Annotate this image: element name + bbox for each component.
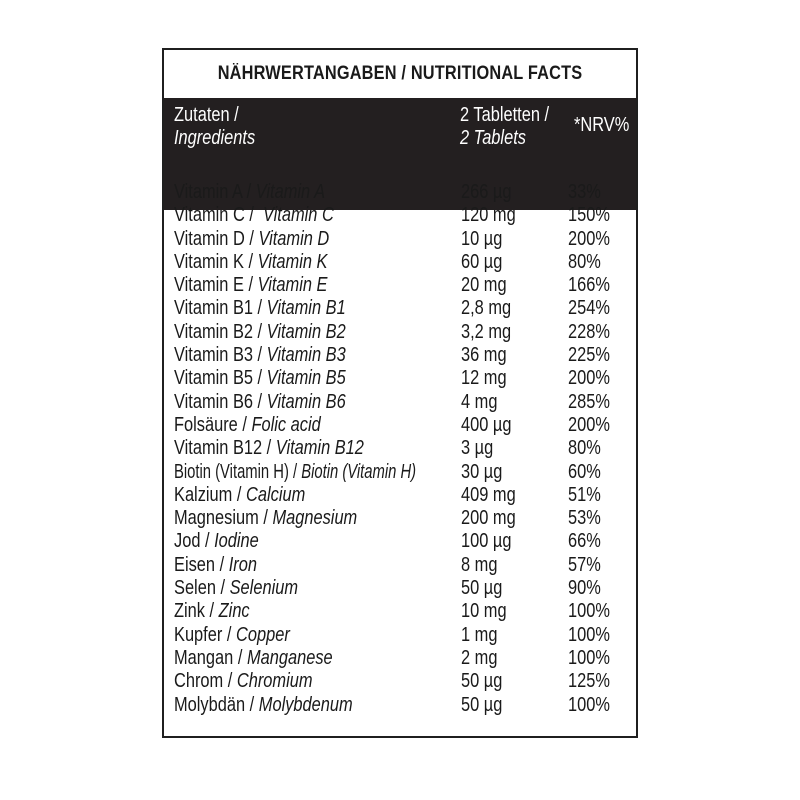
ingredient-name-en: Calcium (246, 483, 306, 506)
ingredient-name (174, 694, 353, 717)
table-row (164, 600, 636, 623)
ingredient-amount: 120 mg (461, 204, 516, 227)
table-row (164, 181, 636, 204)
ingredient-name-en: Vitamin K (257, 250, 328, 273)
ingredient-name (174, 251, 327, 274)
ingredient-name-en: Copper (235, 623, 290, 646)
ingredient-name (174, 321, 346, 344)
ingredient-name (174, 461, 416, 484)
ingredient-name-de: Vitamin E / (174, 274, 258, 297)
ingredient-amount: 3 µg (461, 437, 494, 460)
ingredient-nrv: 53% (568, 507, 601, 530)
ingredient-name-de: Folsäure / (174, 413, 252, 436)
ingredient-name-en: Magnesium (272, 507, 358, 530)
ingredient-name (174, 181, 325, 204)
ingredient-name-en: Vitamin E (257, 274, 328, 297)
table-row (164, 204, 636, 227)
ingredient-amount: 2,8 mg (461, 297, 512, 320)
table-row (164, 577, 636, 600)
ingredient-nrv: 51% (568, 483, 601, 506)
ingredient-name-de: Kupfer / (174, 623, 236, 646)
ingredient-amount: 4 mg (461, 390, 498, 413)
ingredient-name-en: Vitamin B12 (275, 437, 364, 460)
ingredient-name (174, 204, 334, 227)
ingredient-amount: 50 µg (461, 577, 503, 600)
table-row (164, 228, 636, 251)
ingredient-amount: 266 µg (461, 181, 512, 203)
header-amount-de: 2 Tabletten / (460, 104, 550, 126)
ingredient-name-de: Vitamin D / (174, 227, 259, 250)
table-row (164, 554, 636, 577)
ingredient-name (174, 414, 321, 437)
ingredient-nrv: 254% (568, 297, 610, 320)
ingredient-nrv: 100% (568, 623, 610, 646)
ingredient-nrv: 33% (568, 181, 601, 203)
nutrition-facts-panel (162, 48, 638, 738)
ingredient-amount: 30 µg (461, 460, 503, 483)
ingredient-name (174, 367, 346, 390)
table-row (164, 694, 636, 717)
ingredient-name-de: Jod / (174, 530, 215, 553)
table-row (164, 344, 636, 367)
ingredient-name-en: Manganese (246, 646, 333, 669)
ingredient-name-de: Mangan / (174, 646, 247, 669)
ingredient-nrv: 225% (568, 344, 610, 367)
ingredient-name-de: Chrom / (174, 670, 237, 693)
ingredient-name-en: Vitamin A (255, 181, 326, 203)
header-amount-en: 2 Tablets (460, 127, 526, 149)
ingredient-name-de: Vitamin B12 / (174, 437, 276, 460)
table-row (164, 461, 636, 484)
table-row (164, 484, 636, 507)
panel-title: NÄHRWERTANGABEN / NUTRITIONAL FACTS (217, 63, 583, 84)
ingredient-amount: 10 µg (461, 227, 503, 250)
header-nrv: *NRV% (574, 114, 630, 136)
ingredient-name (174, 391, 346, 414)
table-row (164, 251, 636, 274)
ingredient-name-en: Vitamin B3 (266, 344, 346, 367)
ingredient-name-en: Vitamin B1 (266, 297, 346, 320)
ingredient-amount: 1 mg (461, 623, 498, 646)
ingredient-amount: 8 mg (461, 553, 498, 576)
header-ingredients (174, 104, 255, 150)
table-row (164, 647, 636, 670)
ingredient-nrv: 285% (568, 390, 610, 413)
ingredient-name-de: Selen / (174, 577, 230, 600)
ingredient-amount: 20 mg (461, 274, 507, 297)
ingredient-amount: 409 mg (461, 483, 516, 506)
ingredient-name-de: Molybdän / (174, 693, 259, 716)
table-row (164, 274, 636, 297)
ingredient-name-de: Vitamin C / (174, 204, 264, 227)
table-row (164, 321, 636, 344)
table-row (164, 670, 636, 693)
ingredient-name-de: Kalzium / (174, 483, 247, 506)
ingredient-nrv: 57% (568, 553, 601, 576)
ingredient-name-de: Vitamin B3 / (174, 344, 267, 367)
ingredient-amount: 400 µg (461, 413, 512, 436)
table-row (164, 437, 636, 460)
ingredient-name-en: Vitamin C (263, 204, 334, 227)
ingredient-name (174, 577, 298, 600)
ingredient-name-de: Vitamin B2 / (174, 320, 267, 343)
ingredient-name (174, 624, 290, 647)
header-amount (460, 104, 549, 150)
ingredient-name (174, 274, 327, 297)
table-row (164, 530, 636, 553)
ingredient-name-en: Chromium (236, 670, 313, 693)
ingredient-name-en: Vitamin B5 (266, 367, 346, 390)
ingredient-name (174, 600, 250, 623)
ingredient-name-de: Magnesium / (174, 507, 273, 530)
ingredient-amount: 2 mg (461, 646, 498, 669)
ingredient-name-en: Biotin (Vitamin H) (301, 460, 417, 483)
table-row (164, 507, 636, 530)
ingredient-name (174, 297, 346, 320)
ingredient-name (174, 530, 259, 553)
ingredient-amount: 200 mg (461, 507, 516, 530)
ingredient-name-en: Molybdenum (258, 693, 353, 716)
ingredient-name-de: Vitamin K / (174, 250, 258, 273)
ingredient-nrv: 200% (568, 367, 610, 390)
ingredient-amount: 36 mg (461, 344, 507, 367)
ingredient-nrv: 90% (568, 577, 601, 600)
ingredient-name-en: Iodine (214, 530, 259, 553)
ingredient-name-de: Vitamin B6 / (174, 390, 267, 413)
nutrient-list (164, 181, 636, 717)
ingredient-amount: 50 µg (461, 693, 503, 716)
ingredient-nrv: 228% (568, 320, 610, 343)
ingredient-name-en: Zinc (218, 600, 250, 623)
ingredient-nrv: 60% (568, 460, 601, 483)
ingredient-amount: 3,2 mg (461, 320, 512, 343)
ingredient-name-de: Biotin (Vitamin H) / (174, 460, 302, 483)
ingredient-nrv: 100% (568, 600, 610, 623)
ingredient-name (174, 344, 346, 367)
ingredient-nrv: 80% (568, 437, 601, 460)
header-ingredients-de: Zutaten / (174, 104, 239, 126)
ingredient-name-de: Vitamin B1 / (174, 297, 267, 320)
ingredient-name-de: Vitamin B5 / (174, 367, 267, 390)
ingredient-name (174, 507, 357, 530)
ingredient-amount: 12 mg (461, 367, 507, 390)
ingredient-amount: 60 µg (461, 250, 503, 273)
ingredient-amount: 100 µg (461, 530, 512, 553)
table-row (164, 367, 636, 390)
ingredient-name (174, 647, 333, 670)
ingredient-nrv: 100% (568, 693, 610, 716)
ingredient-nrv: 150% (568, 204, 610, 227)
ingredient-nrv: 166% (568, 274, 610, 297)
ingredient-nrv: 125% (568, 670, 610, 693)
ingredient-name-en: Vitamin D (258, 227, 330, 250)
ingredient-name-en: Selenium (229, 577, 298, 600)
table-row (164, 414, 636, 437)
ingredient-nrv: 100% (568, 646, 610, 669)
ingredient-name (174, 228, 329, 251)
ingredient-nrv: 66% (568, 530, 601, 553)
ingredient-name (174, 554, 257, 577)
ingredient-name-en: Vitamin B2 (266, 320, 346, 343)
ingredient-name-en: Vitamin B6 (266, 390, 346, 413)
ingredient-name (174, 484, 305, 507)
ingredient-name-de: Eisen / (174, 553, 229, 576)
ingredient-amount: 10 mg (461, 600, 507, 623)
ingredient-name-en: Folic acid (251, 413, 321, 436)
table-row (164, 391, 636, 414)
ingredient-nrv: 80% (568, 250, 601, 273)
table-row (164, 624, 636, 647)
ingredient-name-de: Zink / (174, 600, 219, 623)
ingredient-nrv: 200% (568, 413, 610, 436)
ingredient-amount: 50 µg (461, 670, 503, 693)
ingredient-name-de: Vitamin A / (174, 181, 256, 203)
table-row (164, 297, 636, 320)
ingredient-name-en: Iron (228, 553, 257, 576)
ingredient-nrv: 200% (568, 227, 610, 250)
header-ingredients-en: Ingredients (174, 127, 256, 149)
ingredient-name (174, 437, 364, 460)
ingredient-name (174, 670, 313, 693)
